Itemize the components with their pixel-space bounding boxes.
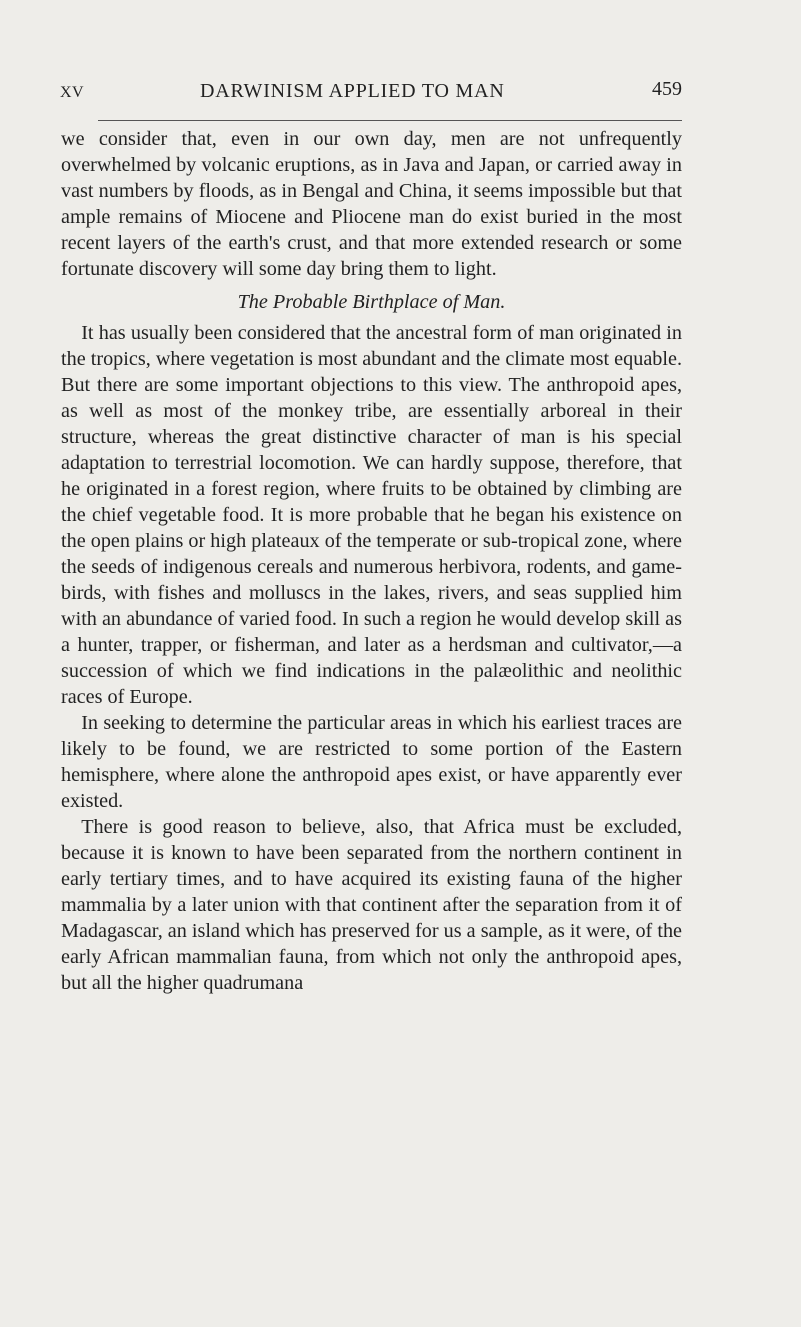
chapter-number: XV bbox=[60, 84, 85, 101]
paragraph: It has usually been considered that the ancestral form of man originated in the tropics, where vegetation is most abundant and the climate most equable. But there are some important objections to this view. The anthropoid apes, as well as most of the monkey tribe, are essentially arboreal in their structure, whereas the great distinctive character of man is his special adaptation to terrestrial locomotion. We can hardly suppose, therefore, that he originated in a forest region, where fruits to be obtained by climbing are the chief vegetable food. It is more probable that he began his existence on the open plains or high plateaux of the temperate or sub-tropical zone, where the seeds of indigenous cereals and numerous herbivora, rodents, and game-birds, with fishes and molluscs in the lakes, rivers, and seas supplied him with an abundance of varied food. In such a region he would develop skill as a hunter, trapper, or fisherman, and later as a herdsman and cultivator,—a succession of which we find indications in the palæolithic and neolithic races of Europe. bbox=[61, 322, 682, 708]
body-text bbox=[61, 126, 682, 996]
section-heading: The Probable Birthplace of Man. bbox=[237, 291, 506, 313]
running-title: DARWINISM APPLIED TO MAN bbox=[200, 80, 505, 102]
paragraph: In seeking to determine the particular areas in which his earliest traces are likely to be found, we are restricted to some portion of the Eastern hemisphere, where alone the anthropoid apes exist, or have apparently ever existed. bbox=[61, 712, 682, 812]
page-header bbox=[60, 76, 682, 104]
page-number: 459 bbox=[652, 78, 682, 100]
header-rule bbox=[98, 120, 682, 121]
paragraph-continued: we consider that, even in our own day, men are not unfrequently overwhelmed by volcanic eruptions, as in Java and Japan, or carried away in vast numbers by floods, as in Bengal and China, it seems impossible but that ample remains of Miocene and Pliocene man do exist buried in the most recent layers of the earth's crust, and that more extended research or some fortunate discovery will some day bring them to light. bbox=[61, 128, 682, 280]
paragraph: There is good reason to believe, also, that Africa must be excluded, because it is known to have been separated from the northern continent in early tertiary times, and to have acquired its existing fauna of the higher mammalia by a later union with that continent after the separation from it of Madagascar, an island which has preserved for us a sample, as it were, of the early African mammalian fauna, from which not only the anthropoid apes, but all the higher quadrumana bbox=[61, 816, 682, 994]
